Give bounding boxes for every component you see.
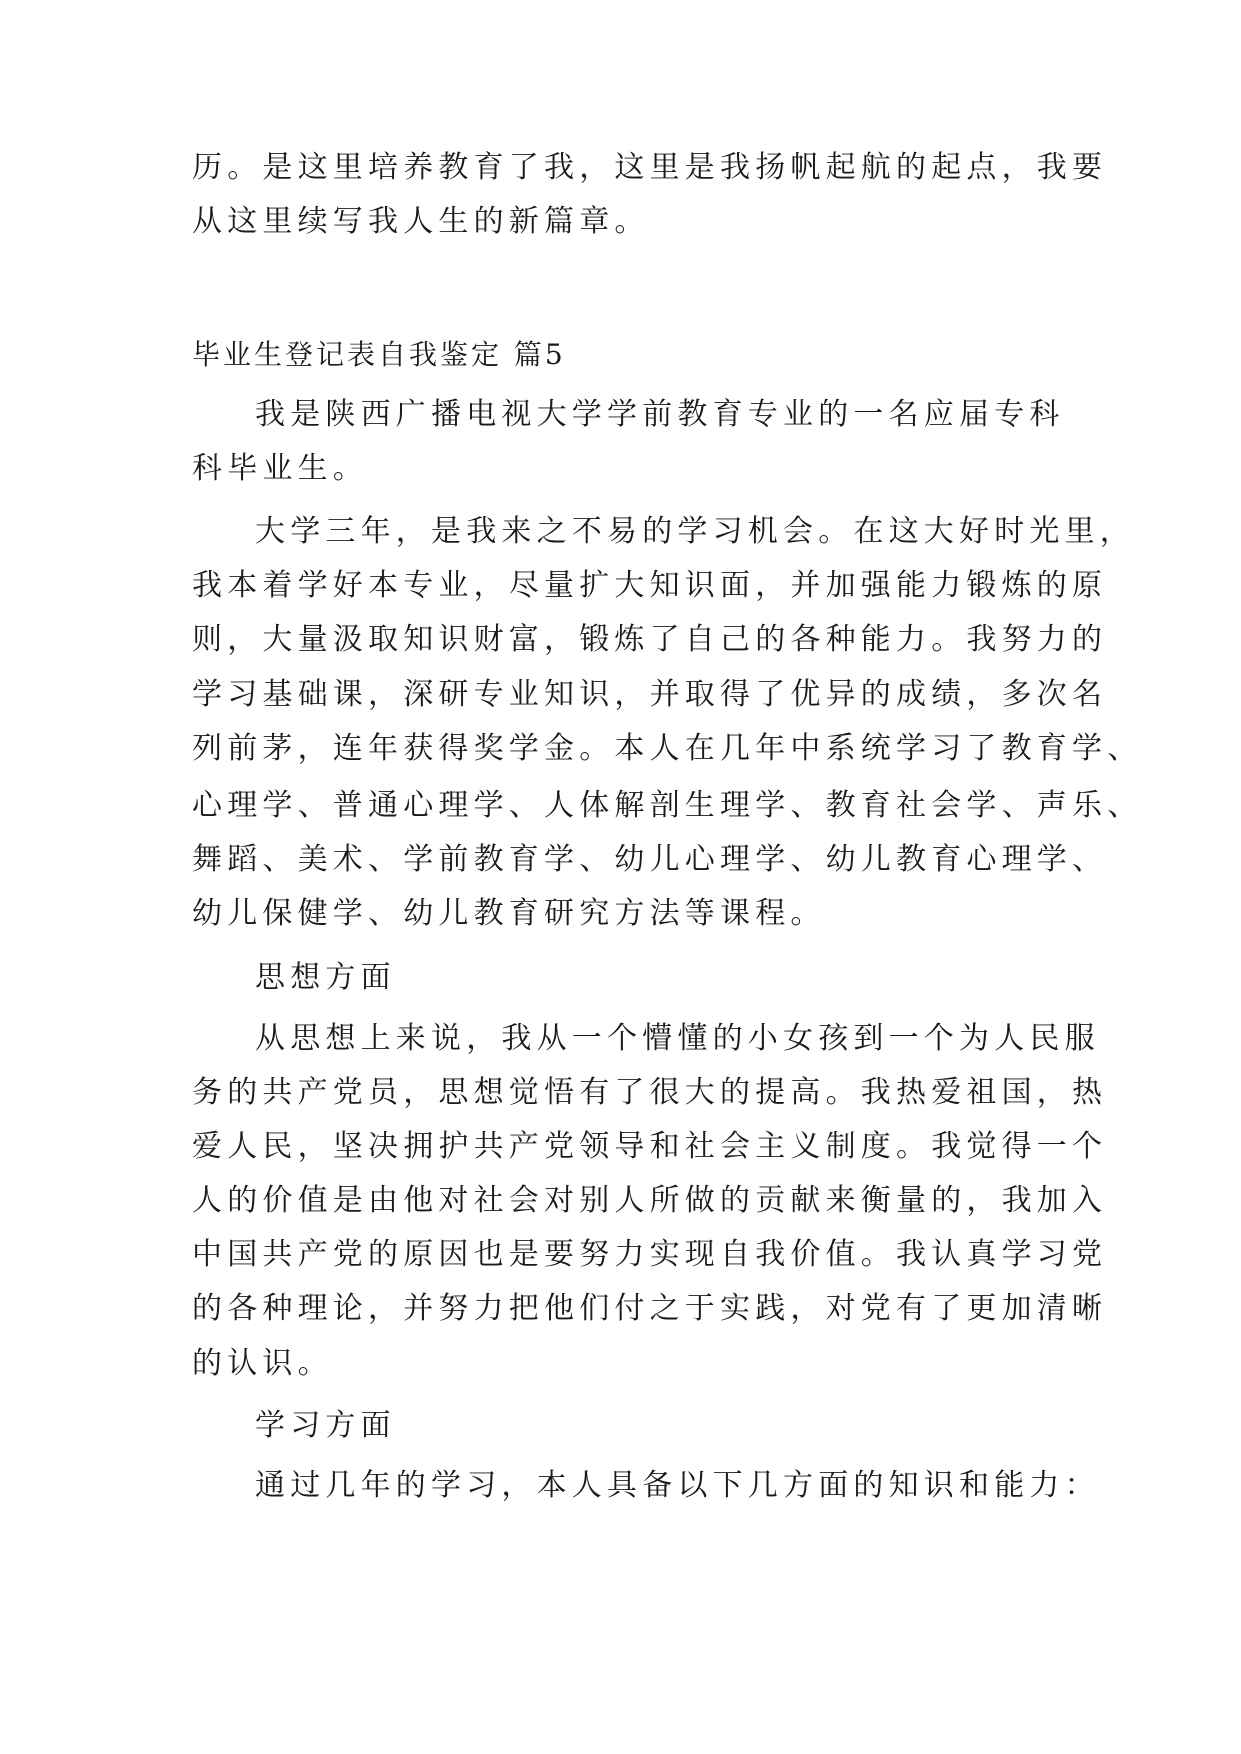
text-line: 历。是这里培养教育了我，这里是我扬帆起航的起点，我要	[192, 150, 1108, 185]
text-line: 的认识。	[192, 1346, 333, 1381]
subsection-heading: 学习方面	[255, 1408, 396, 1443]
text-line: 爱人民，坚决拥护共产党领导和社会主义制度。我觉得一个	[192, 1129, 1108, 1164]
text-line: 人的价值是由他对社会对别人所做的贡献来衡量的，我加入	[192, 1183, 1108, 1218]
text-line: 中国共产党的原因也是要努力实现自我价值。我认真学习党	[192, 1237, 1108, 1272]
text-line: 务的共产党员，思想觉悟有了很大的提高。我热爱祖国，热	[192, 1075, 1108, 1110]
text-line: 列前茅，连年获得奖学金。本人在几年中系统学习了教育学、	[192, 731, 1143, 766]
text-line: 的各种理论，并努力把他们付之于实践，对党有了更加清晰	[192, 1291, 1108, 1326]
text-line: 则，大量汲取知识财富，锻炼了自己的各种能力。我努力的	[192, 622, 1108, 657]
text-line: 通过几年的学习，本人具备以下几方面的知识和能力：	[255, 1468, 1100, 1503]
section-heading: 毕业生登记表自我鉴定 篇5	[192, 338, 566, 371]
text-line: 科毕业生。	[192, 451, 368, 486]
text-line: 学习基础课，深研专业知识，并取得了优异的成绩，多次名	[192, 677, 1108, 712]
text-line: 从这里续写我人生的新篇章。	[192, 204, 650, 239]
text-line: 舞蹈、美术、学前教育学、幼儿心理学、幼儿教育心理学、	[192, 842, 1108, 877]
subsection-heading: 思想方面	[255, 960, 396, 995]
text-line: 我是陕西广播电视大学学前教育专业的一名应届专科	[255, 397, 1065, 432]
text-line: 从思想上来说，我从一个懵懂的小女孩到一个为人民服	[255, 1021, 1100, 1056]
text-line: 大学三年，是我来之不易的学习机会。在这大好时光里，	[255, 514, 1135, 549]
text-line: 我本着学好本专业，尽量扩大知识面，并加强能力锻炼的原	[192, 568, 1108, 603]
text-line: 幼儿保健学、幼儿教育研究方法等课程。	[192, 896, 826, 931]
text-line: 心理学、普通心理学、人体解剖生理学、教育社会学、声乐、	[192, 788, 1143, 823]
